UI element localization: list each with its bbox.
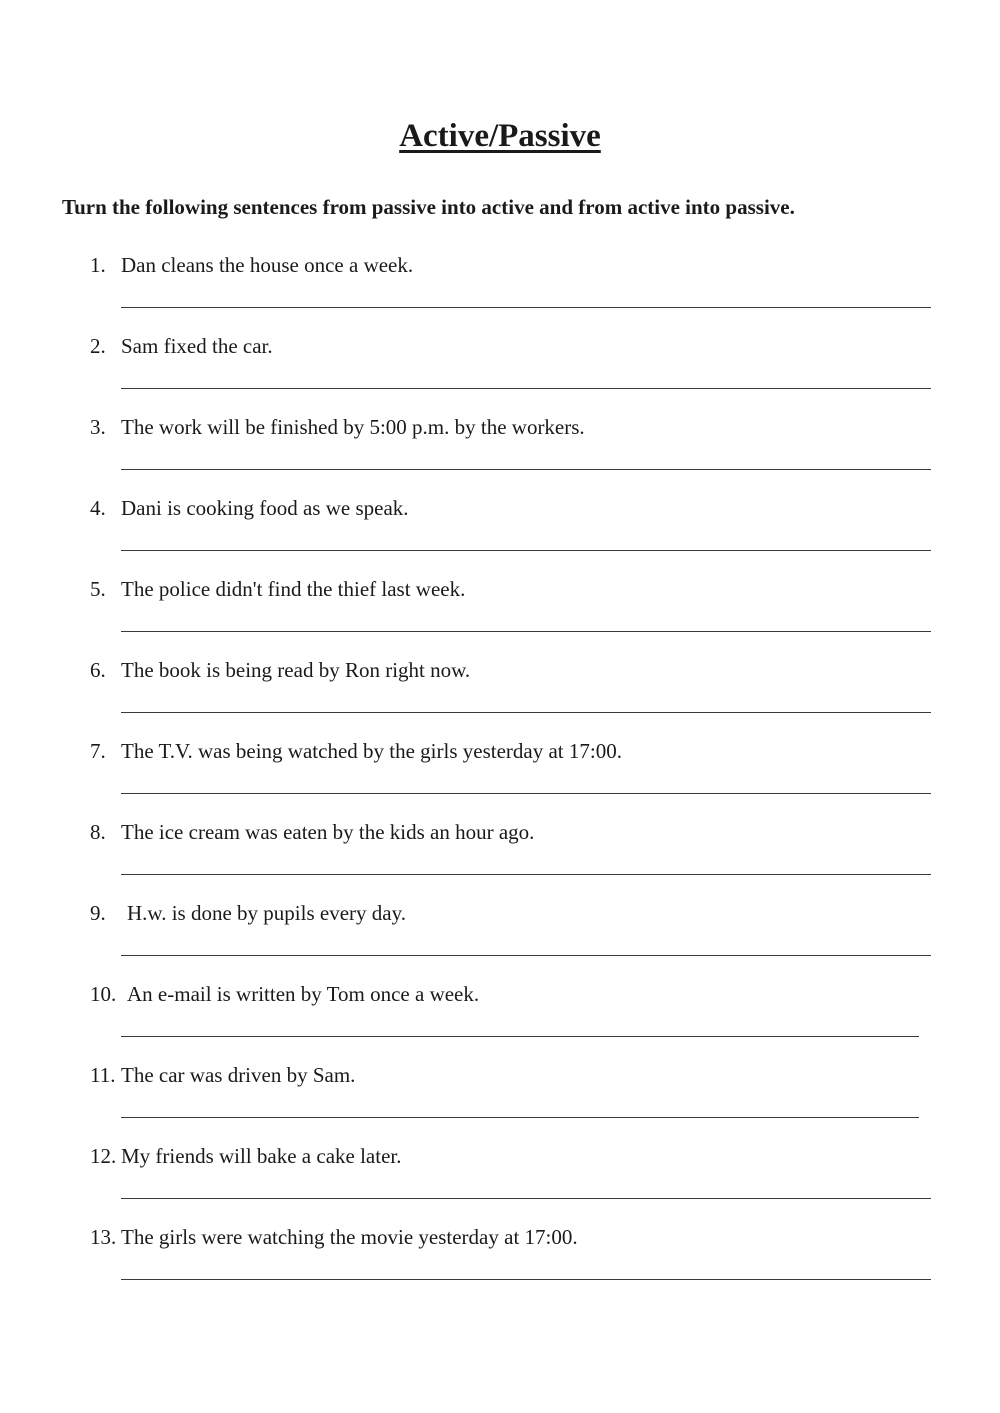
item-number: 9.: [90, 901, 106, 925]
exercise-item-5: [0, 576, 1000, 657]
item-number: 12.: [90, 1144, 117, 1168]
answer-line[interactable]: [121, 1036, 919, 1037]
item-sentence: Sam fixed the car.: [121, 334, 273, 358]
instructions-text: Turn the following sentences from passive into active and from active into passive.: [62, 195, 795, 219]
item-number: 8.: [90, 820, 106, 844]
exercise-item-8: [0, 819, 1000, 900]
item-number: 2.: [90, 334, 106, 358]
item-number: 10.: [90, 982, 117, 1006]
worksheet-title: Active/Passive: [399, 118, 601, 154]
item-number: 1.: [90, 253, 106, 277]
answer-line[interactable]: [121, 712, 931, 713]
item-number: 7.: [90, 739, 106, 763]
answer-line[interactable]: [121, 1117, 919, 1118]
item-number: 4.: [90, 496, 106, 520]
exercise-item-6: [0, 657, 1000, 738]
exercise-item-9: [0, 900, 1000, 981]
exercise-item-3: [0, 414, 1000, 495]
item-number: 13.: [90, 1225, 117, 1249]
answer-line[interactable]: [121, 874, 931, 875]
item-sentence: My friends will bake a cake later.: [121, 1144, 402, 1168]
exercise-item-13: [0, 1224, 1000, 1305]
item-sentence: An e-mail is written by Tom once a week.: [127, 982, 480, 1006]
exercise-item-1: [0, 252, 1000, 333]
exercise-item-10: [0, 981, 1000, 1062]
answer-line[interactable]: [121, 955, 931, 956]
item-sentence: The police didn't find the thief last week.: [121, 577, 466, 601]
item-sentence: The girls were watching the movie yesterday at 17:00.: [121, 1225, 578, 1249]
answer-line[interactable]: [121, 631, 931, 632]
item-sentence: The T.V. was being watched by the girls yesterday at 17:00.: [121, 739, 622, 763]
item-number: 6.: [90, 658, 106, 682]
answer-line[interactable]: [121, 388, 931, 389]
item-sentence: The ice cream was eaten by the kids an hour ago.: [121, 820, 535, 844]
answer-line[interactable]: [121, 550, 931, 551]
item-number: 5.: [90, 577, 106, 601]
item-sentence: H.w. is done by pupils every day.: [127, 901, 406, 925]
item-sentence: The work will be finished by 5:00 p.m. by the workers.: [121, 415, 585, 439]
item-number: 11.: [90, 1063, 116, 1087]
item-sentence: The car was driven by Sam.: [121, 1063, 356, 1087]
answer-line[interactable]: [121, 1198, 931, 1199]
exercise-item-2: [0, 333, 1000, 414]
item-sentence: Dan cleans the house once a week.: [121, 253, 414, 277]
exercise-item-11: [0, 1062, 1000, 1143]
answer-line[interactable]: [121, 1279, 931, 1280]
item-sentence: The book is being read by Ron right now.: [121, 658, 471, 682]
item-number: 3.: [90, 415, 106, 439]
answer-line[interactable]: [121, 307, 931, 308]
exercise-item-7: [0, 738, 1000, 819]
exercise-item-12: [0, 1143, 1000, 1224]
item-sentence: Dani is cooking food as we speak.: [121, 496, 409, 520]
answer-line[interactable]: [121, 793, 931, 794]
answer-line[interactable]: [121, 469, 931, 470]
exercise-item-4: [0, 495, 1000, 576]
